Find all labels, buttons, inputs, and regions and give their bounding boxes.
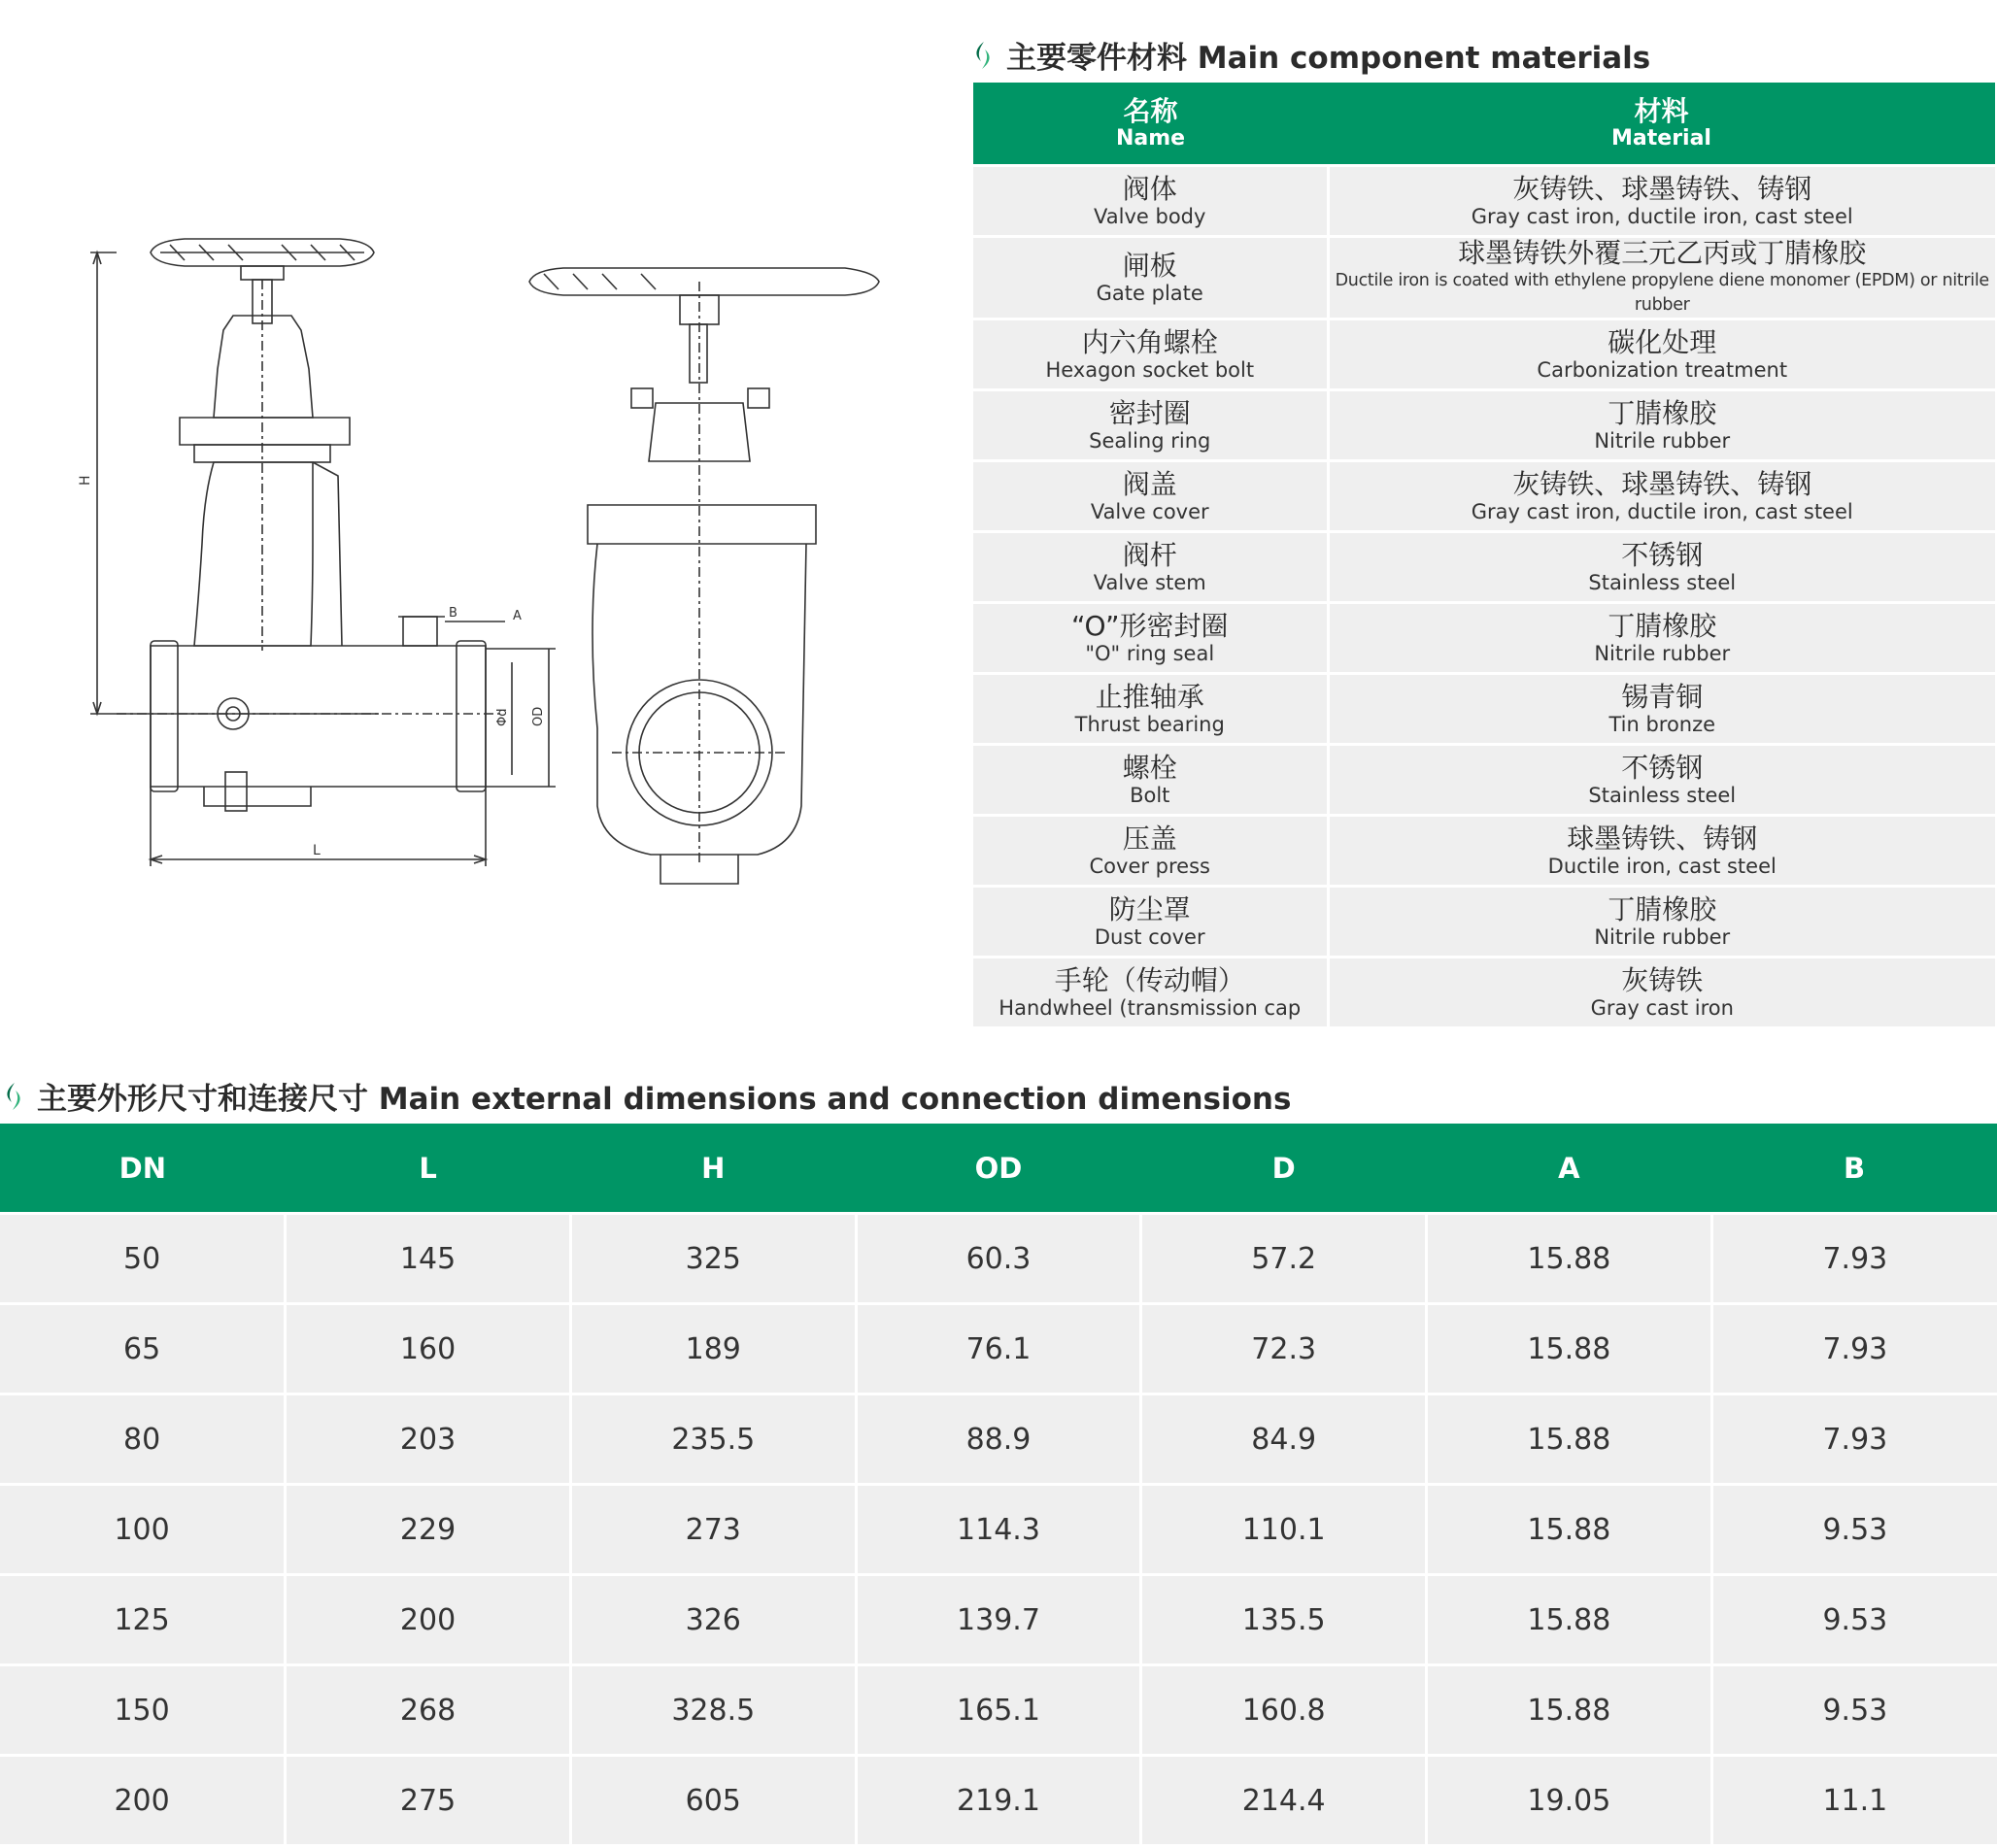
component-name-en: Valve body [1094, 204, 1206, 228]
materials-row [973, 319, 1995, 390]
component-name [973, 745, 1328, 816]
cell-b: 7.93 [1711, 1304, 1997, 1394]
column-header-d: D [1141, 1124, 1427, 1214]
cell-a: 15.88 [1427, 1214, 1712, 1304]
material-en: Stainless steel [1588, 570, 1737, 594]
component-material [1328, 674, 1995, 745]
material-cn: 丁腈橡胶 [1608, 892, 1717, 925]
table-row [0, 1304, 1997, 1394]
cell-l: 203 [286, 1394, 571, 1485]
material-cn: 碳化处理 [1608, 325, 1717, 358]
header-name-cn: 名称 [1123, 95, 1178, 127]
component-material [1328, 166, 1995, 237]
cell-dn: 80 [0, 1394, 286, 1485]
component-name [973, 674, 1328, 745]
cell-a: 19.05 [1427, 1756, 1712, 1845]
dimension-a-label: A [513, 609, 522, 623]
materials-row [973, 237, 1995, 319]
component-name-cn: 内六角螺栓 [1081, 325, 1218, 358]
component-name-en: Valve stem [1093, 570, 1206, 594]
leaf-icon [971, 41, 995, 70]
cell-a: 15.88 [1427, 1304, 1712, 1394]
cell-b: 9.53 [1711, 1665, 1997, 1756]
cell-dn: 150 [0, 1665, 286, 1756]
cell-h: 273 [570, 1485, 856, 1575]
materials-row [973, 745, 1995, 816]
cell-h: 325 [570, 1214, 856, 1304]
dimensions-header-row [0, 1124, 1997, 1214]
column-header-h: H [570, 1124, 856, 1214]
materials-row [973, 461, 1995, 532]
component-material [1328, 532, 1995, 603]
component-name [973, 816, 1328, 887]
component-name [973, 237, 1328, 319]
materials-row [973, 166, 1995, 237]
material-en: Ductile iron is coated with ethylene propylene diene monomer (EPDM) or nitrile rubber [1335, 271, 1989, 315]
material-cn: 丁腈橡胶 [1608, 396, 1717, 429]
dimensions-section-title [2, 1074, 1291, 1118]
cell-l: 145 [286, 1214, 571, 1304]
table-row [0, 1485, 1997, 1575]
component-name-cn: “O”形密封圈 [1070, 609, 1229, 642]
component-name-en: Cover press [1089, 854, 1210, 878]
header-name [973, 83, 1328, 166]
material-cn: 球墨铸铁外覆三元乙丙或丁腈橡胶 [1458, 237, 1867, 269]
cell-a: 15.88 [1427, 1485, 1712, 1575]
cell-od: 219.1 [856, 1756, 1141, 1845]
materials-row [973, 532, 1995, 603]
cell-d: 160.8 [1141, 1665, 1427, 1756]
component-name-cn: 螺栓 [1122, 751, 1177, 784]
component-name-cn: 防尘罩 [1108, 892, 1191, 925]
component-name [973, 319, 1328, 390]
table-row [0, 1575, 1997, 1665]
cell-od: 165.1 [856, 1665, 1141, 1756]
cell-od: 60.3 [856, 1214, 1141, 1304]
header-name-en: Name [1115, 126, 1186, 151]
material-cn: 丁腈橡胶 [1608, 609, 1717, 642]
dimension-h-label: H [78, 475, 93, 486]
column-header-l: L [286, 1124, 571, 1214]
cell-h: 326 [570, 1575, 856, 1665]
cell-d: 57.2 [1141, 1214, 1427, 1304]
dimension-l-label: L [313, 843, 321, 858]
column-header-a: A [1427, 1124, 1712, 1214]
component-name-en: Gate plate [1096, 281, 1203, 305]
cell-h: 605 [570, 1756, 856, 1845]
dimensions-title-text: 主要外形尺寸和连接尺寸 Main external dimensions and connection dimensions [37, 1082, 1292, 1117]
material-cn: 灰铸铁 [1621, 963, 1704, 996]
cell-b: 9.53 [1711, 1485, 1997, 1575]
cell-l: 229 [286, 1485, 571, 1575]
material-en: Gray cast iron, ductile iron, cast steel [1471, 499, 1853, 523]
component-name-cn: 阀盖 [1122, 467, 1177, 500]
material-cn: 不锈钢 [1621, 751, 1704, 784]
material-cn: 灰铸铁、球墨铸铁、铸钢 [1512, 172, 1812, 205]
cell-dn: 200 [0, 1756, 286, 1845]
component-material [1328, 745, 1995, 816]
cell-b: 11.1 [1711, 1756, 1997, 1845]
dimension-d-label: Φd [495, 708, 510, 726]
material-cn: 锡青铜 [1621, 680, 1704, 713]
material-en: Carbonization treatment [1537, 357, 1788, 382]
component-name-cn: 压盖 [1122, 822, 1177, 855]
cell-d: 135.5 [1141, 1575, 1427, 1665]
component-name [973, 461, 1328, 532]
component-name [973, 166, 1328, 237]
header-material-cn: 材料 [1634, 95, 1689, 127]
materials-row [973, 816, 1995, 887]
materials-row [973, 674, 1995, 745]
materials-row [973, 887, 1995, 958]
component-material [1328, 461, 1995, 532]
table-row [0, 1394, 1997, 1485]
cell-dn: 50 [0, 1214, 286, 1304]
cell-a: 15.88 [1427, 1394, 1712, 1485]
dimensions-table [0, 1124, 1997, 1844]
cell-od: 88.9 [856, 1394, 1141, 1485]
component-name-en: Valve cover [1090, 499, 1209, 523]
cell-b: 7.93 [1711, 1394, 1997, 1485]
material-en: Gray cast iron [1590, 995, 1734, 1020]
dimension-od-label: OD [531, 706, 546, 726]
component-name [973, 958, 1328, 1027]
materials-row [973, 390, 1995, 461]
column-header-b: B [1711, 1124, 1997, 1214]
materials-row [973, 603, 1995, 674]
component-name [973, 603, 1328, 674]
material-cn: 不锈钢 [1621, 538, 1704, 571]
component-material [1328, 958, 1995, 1027]
cell-b: 7.93 [1711, 1214, 1997, 1304]
dimension-b-label: B [449, 606, 457, 621]
component-name-cn: 闸板 [1122, 249, 1177, 282]
cell-d: 84.9 [1141, 1394, 1427, 1485]
cell-b: 9.53 [1711, 1575, 1997, 1665]
table-row [0, 1756, 1997, 1845]
column-header-dn: DN [0, 1124, 286, 1214]
leaf-icon [2, 1082, 25, 1111]
column-header-od: OD [856, 1124, 1141, 1214]
material-en: Ductile iron, cast steel [1547, 854, 1777, 878]
component-name-en: Thrust bearing [1074, 712, 1225, 736]
component-material [1328, 237, 1995, 319]
material-en: Nitrile rubber [1594, 924, 1731, 949]
materials-header-row [973, 83, 1995, 166]
cell-l: 200 [286, 1575, 571, 1665]
component-name-cn: 阀杆 [1122, 538, 1177, 571]
cell-d: 72.3 [1141, 1304, 1427, 1394]
component-name-cn: 阀体 [1122, 172, 1177, 205]
material-en: Nitrile rubber [1594, 641, 1731, 665]
table-row [0, 1214, 1997, 1304]
component-material [1328, 319, 1995, 390]
cell-od: 114.3 [856, 1485, 1141, 1575]
component-name-en: Sealing ring [1089, 428, 1211, 453]
material-cn: 灰铸铁、球墨铸铁、铸钢 [1512, 467, 1812, 500]
cell-od: 76.1 [856, 1304, 1141, 1394]
component-name-en: "O" ring seal [1085, 641, 1215, 665]
material-cn: 球墨铸铁、铸钢 [1567, 822, 1758, 855]
materials-section-title [971, 33, 1650, 77]
cell-d: 110.1 [1141, 1485, 1427, 1575]
component-name [973, 390, 1328, 461]
materials-table [973, 83, 1995, 1026]
component-material [1328, 816, 1995, 887]
material-en: Gray cast iron, ductile iron, cast steel [1471, 204, 1853, 228]
cell-od: 139.7 [856, 1575, 1141, 1665]
cell-a: 15.88 [1427, 1665, 1712, 1756]
component-material [1328, 390, 1995, 461]
cell-dn: 125 [0, 1575, 286, 1665]
component-name-cn: 密封圈 [1108, 396, 1191, 429]
cell-d: 214.4 [1141, 1756, 1427, 1845]
component-name-en: Bolt [1130, 783, 1170, 807]
header-material-en: Material [1611, 126, 1711, 151]
cell-l: 160 [286, 1304, 571, 1394]
component-material [1328, 603, 1995, 674]
component-name-en: Handwheel (transmission cap [998, 995, 1302, 1020]
materials-title-text: 主要零件材料 Main component materials [1006, 41, 1651, 76]
material-en: Stainless steel [1588, 783, 1737, 807]
cell-l: 268 [286, 1665, 571, 1756]
cell-dn: 65 [0, 1304, 286, 1394]
valve-technical-drawing [58, 223, 913, 903]
header-material [1328, 83, 1995, 166]
component-name-cn: 手轮（传动帽） [1054, 963, 1245, 996]
cell-l: 275 [286, 1756, 571, 1845]
cell-h: 235.5 [570, 1394, 856, 1485]
table-row [0, 1665, 1997, 1756]
cell-dn: 100 [0, 1485, 286, 1575]
component-name-en: Dust cover [1094, 924, 1205, 949]
materials-row [973, 958, 1995, 1027]
cell-h: 189 [570, 1304, 856, 1394]
cell-a: 15.88 [1427, 1575, 1712, 1665]
cell-h: 328.5 [570, 1665, 856, 1756]
material-en: Tin bronze [1608, 712, 1716, 736]
component-name-cn: 止推轴承 [1095, 680, 1204, 713]
component-name [973, 887, 1328, 958]
component-name [973, 532, 1328, 603]
component-material [1328, 887, 1995, 958]
component-name-en: Hexagon socket bolt [1045, 357, 1255, 382]
material-en: Nitrile rubber [1594, 428, 1731, 453]
